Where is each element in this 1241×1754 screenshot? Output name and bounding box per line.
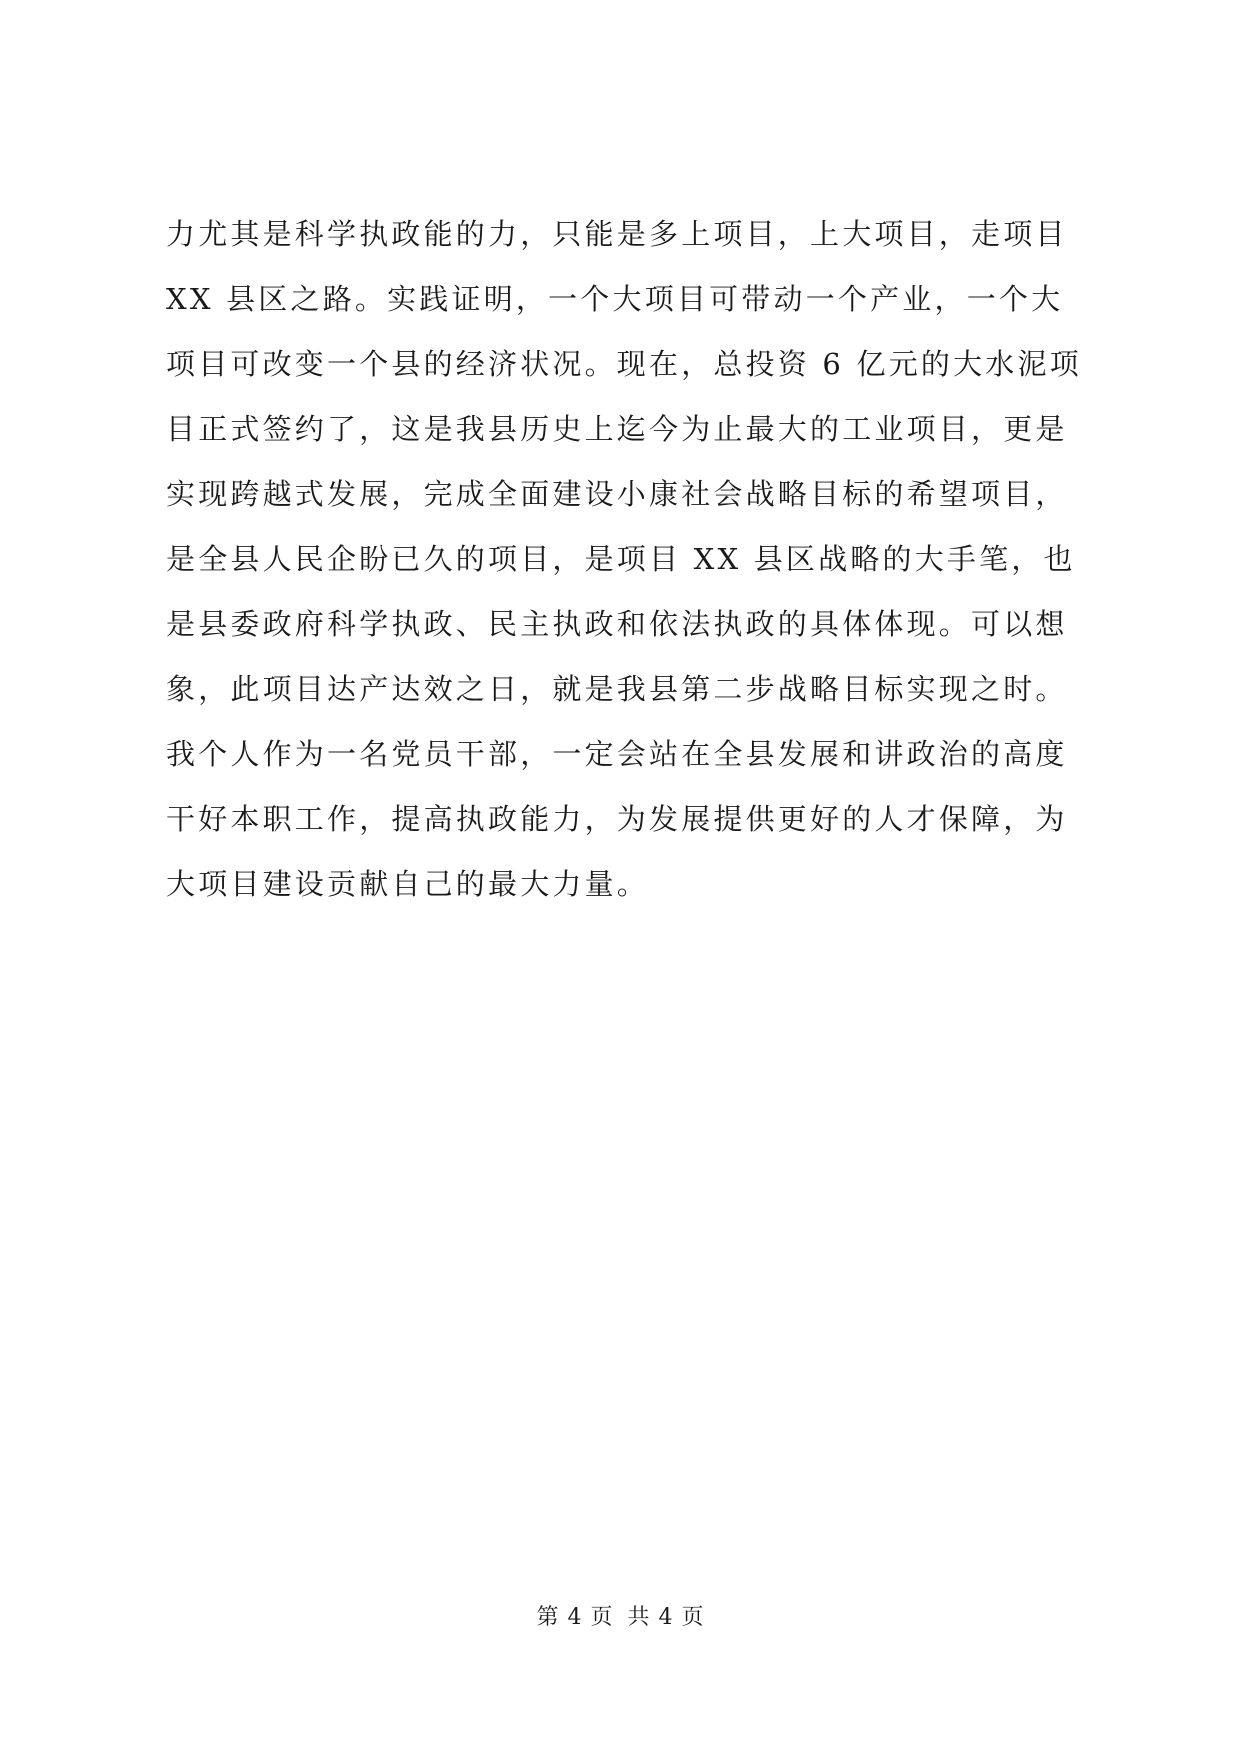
page-number-total: 共 4 页 bbox=[627, 1605, 705, 1630]
text-line-7: 是县委政府科学执政、民主执政和依法执政的具体体现。可以想 bbox=[166, 607, 1068, 641]
text-line-2: XX 县区之路。实践证明，一个大项目可带动一个产业，一个大 bbox=[166, 282, 1064, 316]
text-line-9: 我个人作为一名党员干部，一定会站在全县发展和讲政治的高度 bbox=[166, 737, 1068, 771]
text-line-8: 象，此项目达产达效之日，就是我县第二步战略目标实现之时。 bbox=[166, 672, 1068, 706]
page-number-current: 第 4 页 bbox=[536, 1605, 614, 1630]
page-footer bbox=[0, 1600, 1241, 1631]
text-line-5: 实现跨越式发展，完成全面建设小康社会战略目标的希望项目， bbox=[166, 477, 1068, 511]
text-line-11: 大项目建设贡献自己的最大力量。 bbox=[166, 867, 650, 901]
text-line-10: 干好本职工作，提高执政能力，为发展提供更好的人才保障，为 bbox=[166, 802, 1068, 836]
body-paragraph bbox=[166, 202, 1086, 917]
text-line-6: 是全县人民企盼已久的项目，是项目 XX 县区战略的大手笔，也 bbox=[166, 542, 1076, 576]
text-line-3: 项目可改变一个县的经济状况。现在，总投资 6 亿元的大水泥项 bbox=[166, 347, 1082, 381]
text-line-4: 目正式签约了，这是我县历史上迄今为止最大的工业项目，更是 bbox=[166, 412, 1068, 446]
text-line-1: 力尤其是科学执政能的力，只能是多上项目，上大项目，走项目 bbox=[166, 217, 1068, 251]
